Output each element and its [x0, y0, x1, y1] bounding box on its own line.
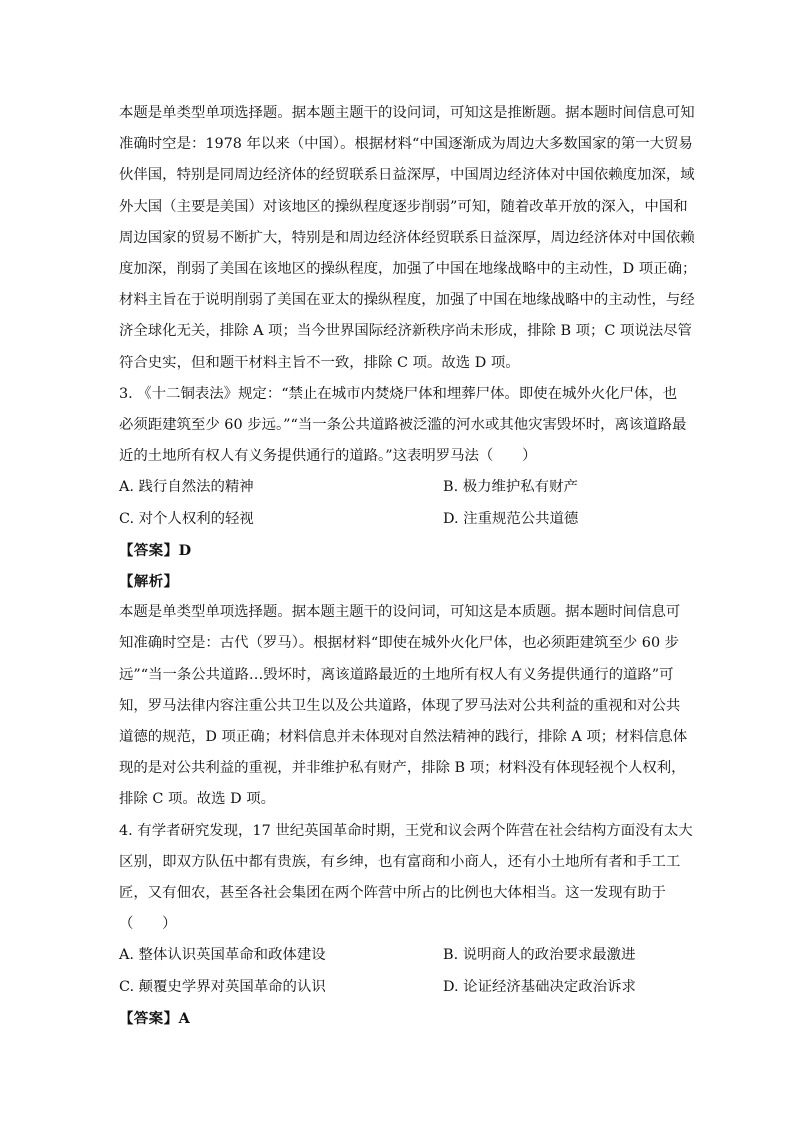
q4-stem-line: （ ） — [119, 916, 177, 933]
q2-analysis-line: 伙伴国，特别是同周边经济体的经贸联系日益深厚，中国周边经济体对中国依赖度加深，域 — [119, 167, 695, 184]
q4-stem-line: 匠，又有佃农，甚至各社会集团在两个阵营中所占的比例也大体相当。这一发现有助于 — [119, 885, 666, 902]
q3-answer: 【答案】D — [119, 541, 192, 559]
q2-analysis-line: 度加深，削弱了美国在该地区的操纵程度，加强了中国在地缘战略中的主动性，D 项正确； — [119, 261, 697, 278]
q2-analysis-line: 周边国家的贸易不断扩大，特别是和周边经济体经贸联系日益深厚，周边经济体对中国依赖 — [119, 229, 695, 246]
q3-option-a: A. 践行自然法的精神 — [119, 479, 254, 496]
q3-stem-line: 3. 《十二铜表法》规定：“禁止在城市内焚烧尸体和埋葬尸体。即使在城外火化尸体，也 — [119, 385, 678, 402]
q4-option-d: D. 论证经济基础决定政治诉求 — [443, 978, 636, 995]
q3-analysis-line: 道德的规范，D 项正确；材料信息并未体现对自然法精神的践行，排除 A 项；材料信息体 — [119, 729, 688, 746]
q2-analysis — [119, 98, 697, 379]
q4-stem-line: 4. 有学者研究发现，17 世纪英国革命时期，王党和议会两个阵营在社会结构方面没有太大 — [119, 822, 693, 839]
q3-option-d: D. 注重规范公共道德 — [443, 510, 579, 527]
q2-analysis-line: 准确时空是：1978 年以来（中国）。根据材料“中国逐渐成为周边大多数国家的第一大贸易 — [119, 136, 693, 153]
q2-analysis-line: 外大国（主要是美国）对该地区的操纵程度逐步削弱”可知，随着改革开放的深入，中国和 — [119, 198, 688, 215]
q3-analysis-label: 【解析】 — [119, 573, 179, 591]
q3-analysis-line: 现的是对公共利益的重视，并非维护私有财产，排除 B 项；材料没有体现轻视个人权利， — [119, 760, 686, 777]
q3-option-c: C. 对个人权利的轻视 — [119, 510, 254, 527]
question-3 — [119, 379, 688, 816]
q2-analysis-line: 本题是单类型单项选择题。据本题主题干的设问词，可知这是推断题。据本题时间信息可知 — [119, 105, 695, 121]
q3-stem-line: 必须距建筑至少 60 步远。”“当一条公共道路被泛滥的河水或其他灾害毁坏时，离该道路最 — [119, 417, 687, 434]
q4-option-c: C. 颠覆史学界对英国革命的认识 — [119, 978, 326, 995]
q3-analysis-line: 知准确时空是：古代（罗马）。根据材料“即使在城外火化尸体，也必须距建筑至少 60 步 — [119, 635, 680, 652]
q4-options — [119, 940, 679, 1002]
q2-analysis-line: 符合史实，但和题干材料主旨不一致，排除 C 项。故选 D 项。 — [119, 354, 520, 371]
q3-analysis-line: 知，罗马法律内容注重公共卫生以及公共道路，体现了罗马法对公共利益的重视和对公共 — [119, 697, 681, 714]
q4-option-b: B. 说明商人的政治要求最激进 — [443, 947, 636, 964]
q4-option-a: A. 整体认识英国革命和政体建设 — [119, 947, 326, 964]
q3-option-b: B. 极力维护私有财产 — [443, 479, 578, 496]
question-4 — [119, 816, 693, 1034]
q3-analysis-line: 排除 C 项。故选 D 项。 — [119, 791, 275, 808]
q3-analysis-line: 本题是单类型单项选择题。据本题主题干的设问词，可知这是本质题。据本题时间信息可 — [119, 604, 681, 621]
q4-stem-line: 区别，即双方队伍中都有贵族，有乡绅，也有富商和小商人，还有小土地所有者和手工工 — [119, 853, 681, 870]
q2-analysis-line: 济全球化无关，排除 A 项；当今世界国际经济新秩序尚未形成，排除 B 项；C 项说法尽管 — [119, 323, 692, 340]
q3-options — [119, 472, 679, 534]
q4-answer: 【答案】A — [119, 1009, 191, 1027]
q3-stem-line: 近的土地所有权人有义务提供通行的道路。”这表明罗马法（ ） — [119, 448, 537, 465]
q3-analysis-line: 远”“当一条公共道路…毁坏时，离该道路最近的土地所有权人有义务提供通行的道路”可 — [119, 666, 674, 683]
q2-analysis-line: 材料主旨在于说明削弱了美国在亚太的操纵程度，加强了中国在地缘战略中的主动性，与经 — [119, 292, 695, 309]
page-content — [119, 98, 697, 1034]
